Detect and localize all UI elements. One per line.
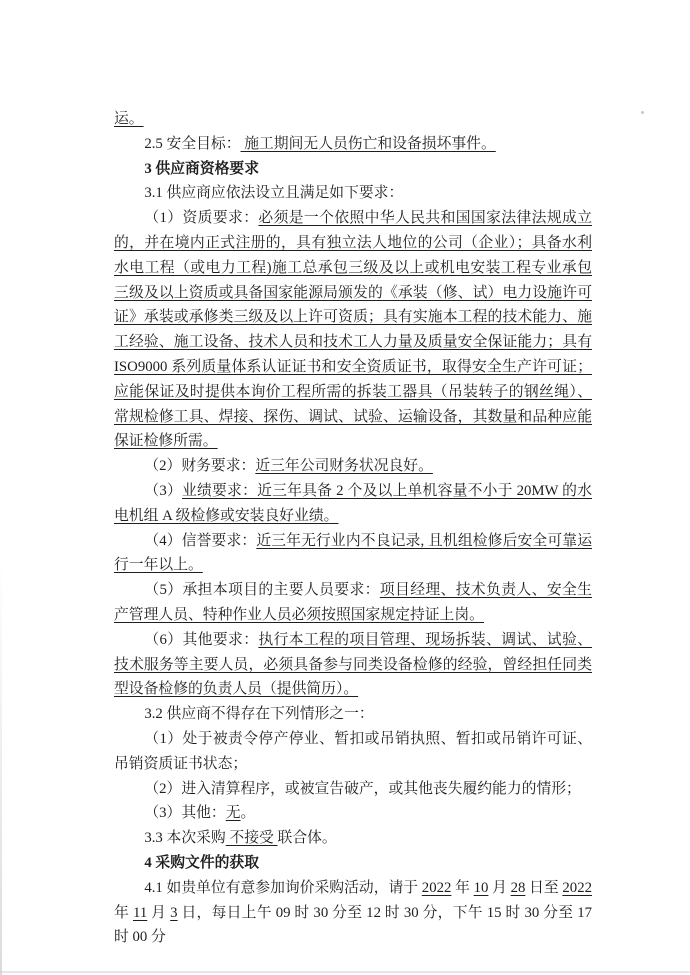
- text-segment: （1）处于被责令停产停业、暂扣或吊销执照、暂扣或吊销许可证、吊销资质证书状态；: [114, 730, 592, 772]
- text-segment: 2.5 安全目标：: [144, 135, 241, 152]
- underlined-text: 近三年无行业内不良记录, 且机组检修后安全可靠运行一年以上。: [114, 532, 592, 574]
- item-3-2-1: [114, 727, 592, 777]
- text-segment: 日，每日上午 09 时 30 分至 12 时 30 分，下午 15 时 30 分至 17 时 00 分: [114, 904, 593, 946]
- heading-4-document-acquisition: [114, 851, 592, 876]
- underlined-text: 2022: [421, 879, 452, 896]
- underlined-text: 执行本工程的项目管理、现场拆装、调试、试验、技术服务等主要人员，必须具备参与同类设备检修的经验，曾经担任同类型设备检修的负责人员（提供简历）。: [114, 631, 592, 698]
- text-segment: 4.1 如贵单位有意参加询价采购活动，请于: [144, 879, 422, 896]
- underlined-text: 必须是一个依照中华人民共和国国家法律法规成立的，并在境内正式注册的，具有独立法人地位的公司（企业）；具备水利水电工程（或电力工程)施工总承包三级及以上或机电安装工程专业承包三级及以上资质或具备国家能源局颁发的《承装（修、试）电力设施许可证》承装或承修类三级及以上许可资质；具有实施本工程的技术能力、施工经验、施工设备、技术人员和技术工人力量及质量安全保证能力；具有 ISO9000 系列质量体系认证证书和安全资质证书，取得安全生产许可证；应能保证及时提供本询价工程所需的拆装工器具（吊装转子的钢丝绳）、常规检修工具、焊接、探伤、调试、试验、运输设备，其数量和品种应能保证检修所需。: [114, 210, 592, 450]
- text-segment: 3 供应商资格要求: [144, 160, 260, 177]
- underlined-text: 10: [473, 879, 489, 896]
- text-segment: 年: [114, 904, 133, 921]
- underlined-text: 28: [510, 879, 526, 896]
- item-3-1-4-reputation: [114, 529, 592, 579]
- scan-artifact-dot: [641, 111, 644, 114]
- underlined-text: 项目经理、技术负责人、安全生产管理人员、特种作业人员必须按照国家规定持证上岗。: [114, 582, 592, 623]
- text-segment: 3.3 本次采购: [144, 830, 226, 847]
- document-body: [114, 107, 592, 950]
- scan-artifact-bottom-edge: [0, 971, 690, 973]
- underlined-text: 业绩要求：近三年具备 2 个及以上单机容量不小于 20MW 的水电机组 A 级检修或安装良好业绩。: [114, 482, 592, 524]
- item-3-1-6-other: [114, 628, 592, 702]
- item-3-1-1-qualification: [114, 206, 592, 454]
- underlined-text: 无: [225, 805, 241, 822]
- item-4-1-schedule: [114, 876, 592, 950]
- underlined-text: 2022: [562, 879, 592, 896]
- item-3-2-3: [114, 801, 592, 826]
- text-segment: 月: [488, 879, 511, 896]
- text-segment: （3）其他：: [144, 805, 226, 822]
- item-3-3-consortium: [114, 826, 592, 851]
- text-segment: （2）进入清算程序，或被宣告破产，或其他丧失履约能力的情形；: [144, 780, 581, 797]
- underlined-text: 3: [170, 904, 178, 921]
- scan-artifact-left-edge: [0, 560, 2, 975]
- underlined-text: 11: [132, 904, 148, 921]
- item-3-2-intro: [114, 702, 592, 727]
- text-segment: 。: [240, 805, 256, 822]
- text-segment: （5）承担本项目的主要人员要求：: [144, 582, 380, 599]
- text-segment: （2）财务要求：: [144, 458, 256, 475]
- text-segment: 3.1 供应商应依法设立且满足如下要求：: [144, 185, 404, 202]
- item-2-5-safety-target: [114, 132, 592, 157]
- text-segment: 联合体。: [277, 830, 337, 847]
- text-segment: 年: [451, 879, 474, 896]
- underlined-text: 施工期间无人员伤亡和设备损坏事件。: [240, 135, 496, 152]
- continuation-line: [114, 107, 592, 132]
- underlined-text: 运。: [114, 111, 144, 127]
- text-segment: 4 采购文件的获取: [144, 854, 260, 871]
- underlined-text: 不接受: [225, 830, 278, 847]
- item-3-1-5-key-personnel: [114, 578, 592, 628]
- item-3-1-intro: [114, 181, 592, 206]
- text-segment: 月: [147, 904, 171, 921]
- item-3-1-3-performance: [114, 479, 592, 529]
- text-segment: 日至: [525, 879, 563, 896]
- text-segment: （3）: [144, 482, 182, 499]
- item-3-1-2-finance: [114, 454, 592, 479]
- text-segment: （4）信誉要求：: [144, 532, 257, 549]
- item-3-2-2: [114, 777, 592, 802]
- text-segment: 3.2 供应商不得存在下列情形之一：: [144, 706, 374, 723]
- text-segment: （6）其他要求：: [144, 631, 259, 648]
- heading-3-supplier-qualification: [114, 157, 592, 182]
- underlined-text: 近三年公司财务状况良好。: [255, 458, 433, 475]
- text-segment: （1）资质要求：: [144, 210, 259, 227]
